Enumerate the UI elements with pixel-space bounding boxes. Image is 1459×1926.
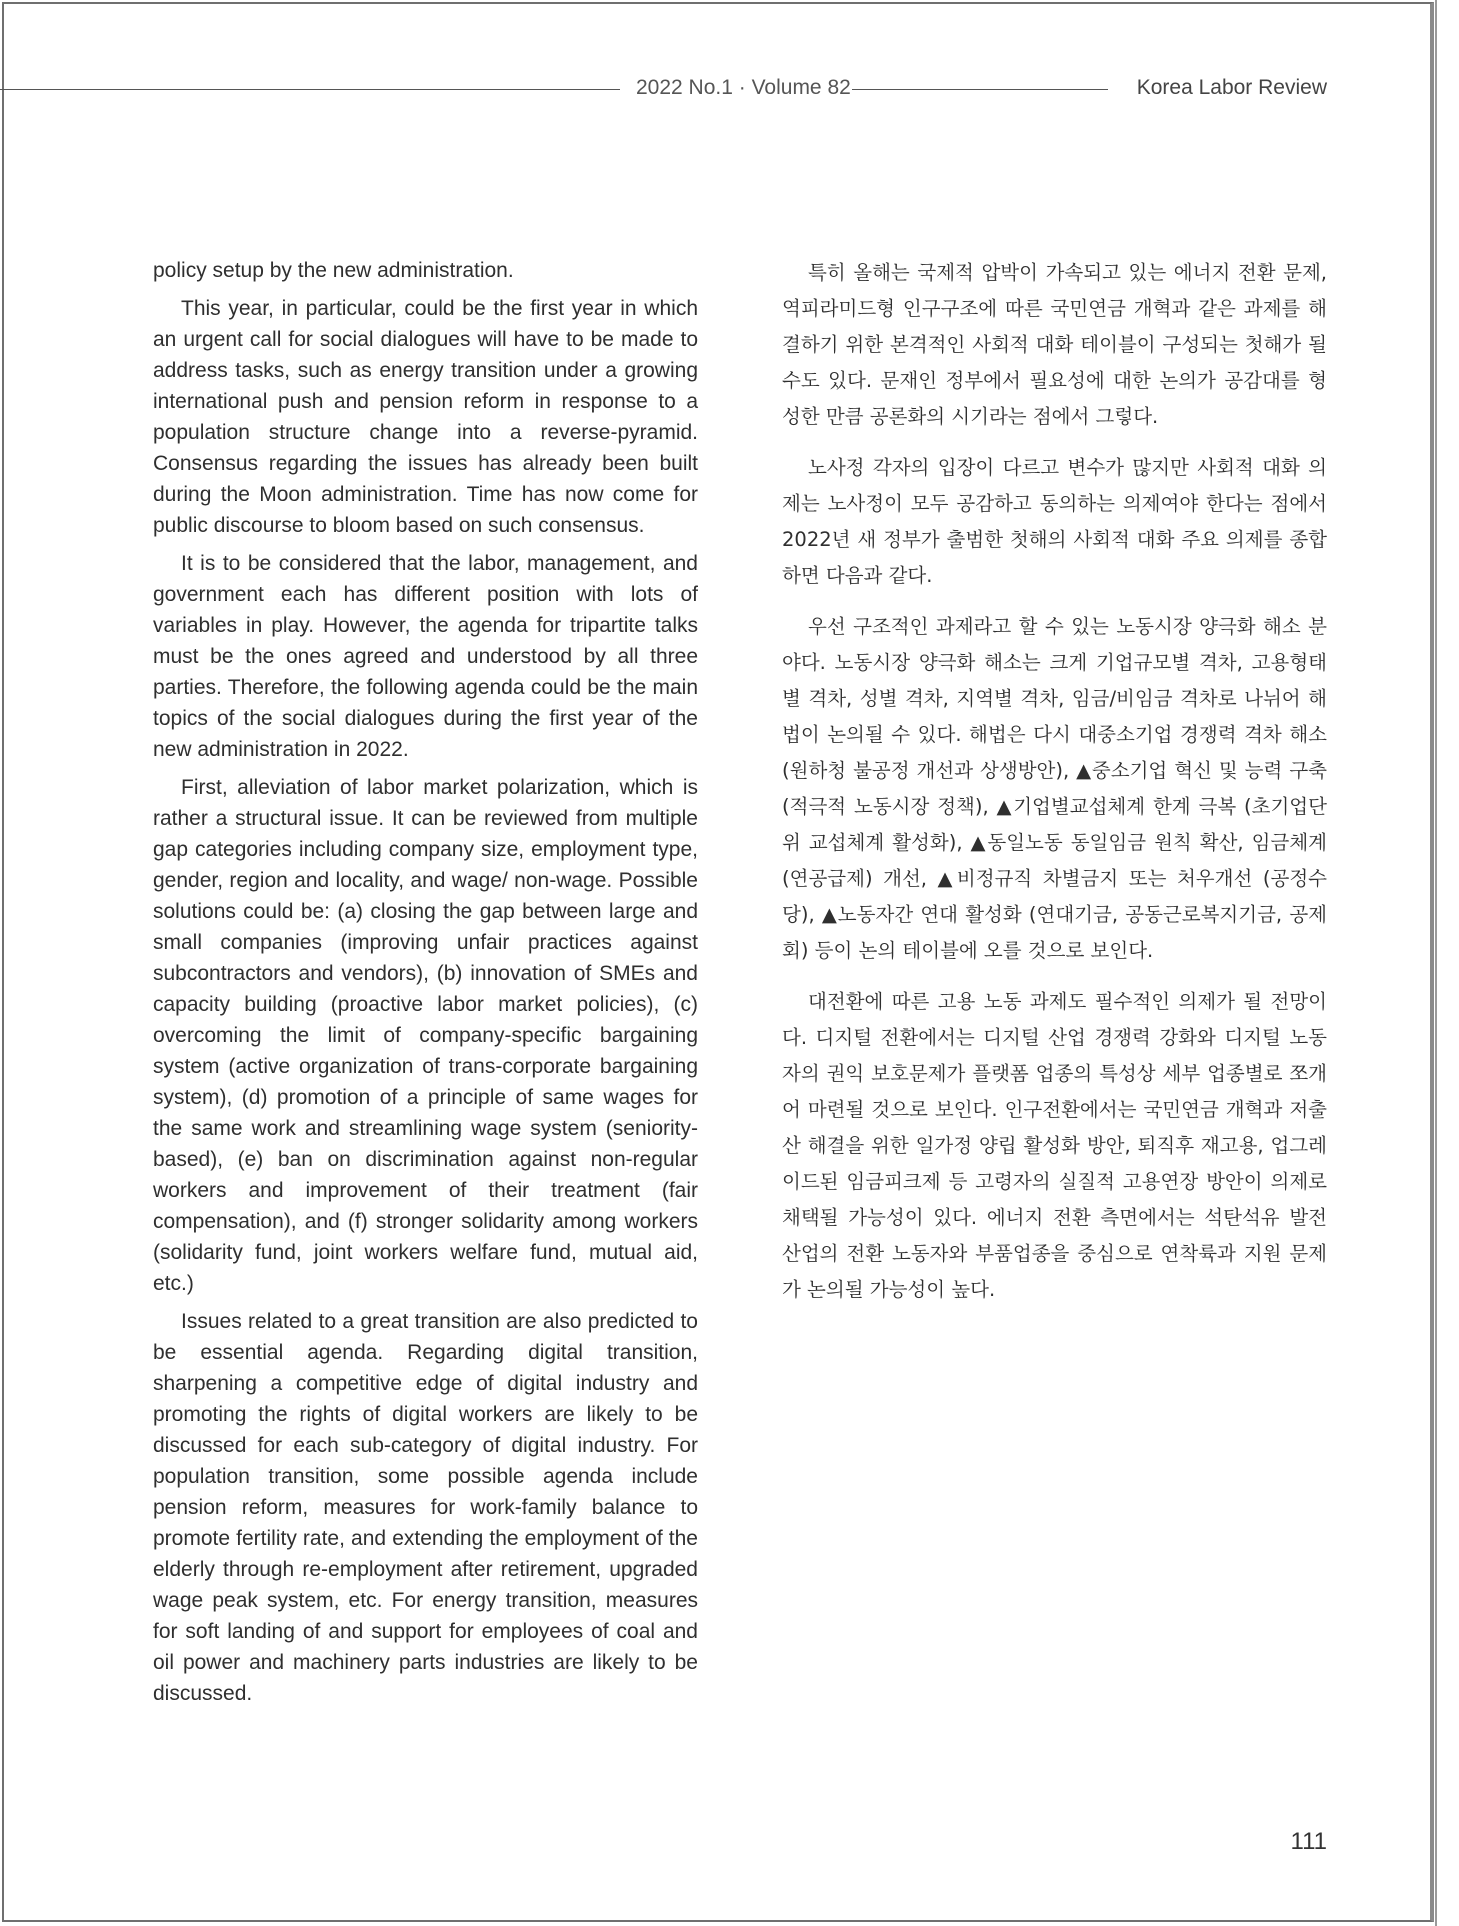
page-number: 111 [1290,1828,1327,1855]
english-paragraph: First, alleviation of labor market polarization, which is rather a structural issue. It can be reviewed from multiple gap categories including company size, employment type, gender, region and locality, and wage/ non-wage. Possible solutions could be: (a) closing the gap between large and small companies (improving unfair practices against subcontractors and vendors), (b) innovation of SMEs and capacity building (proactive labor market policies), (c) overcoming the limit of company-specific bargaining system (active organization of trans-corporate bargaining system), (d) promotion of a principle of same wages for the same work and streamlining wage system (seniority-based), (e) ban on discrimination against non-regular workers and improvement of their treatment (fair compensation), and (f) stronger solidarity among workers (solidarity fund, joint workers welfare fund, mutual aid, etc.) [153,776,698,1295]
korean-column [782,255,1327,1323]
header-rule-middle [852,89,1108,90]
issue-label: 2022 No.1 · Volume 82 [636,76,851,99]
korean-paragraph: 대전환에 따른 고용 노동 과제도 필수적인 의제가 될 전망이다. 디지털 전환에서는 디지털 산업 경쟁력 강화와 디지털 노동자의 권익 보호문제가 플랫폼 업종의 특성상 세부 업종별로 쪼개어 마련될 것으로 보인다. 인구전환에서는 국민연금 개혁과 저출산 해결을 위한 일가정 양립 활성화 방안, 퇴직후 재고용, 업그레이드된 임금피크제 등 고령자의 실질적 고용연장 방안이 의제로 채택될 가능성이 있다. 에너지 전환 측면에서는 석탄석유 발전 산업의 전환 노동자와 부품업종을 중심으로 연착륙과 지원 문제가 논의될 가능성이 높다. [782,990,1327,1301]
english-paragraph: It is to be considered that the labor, management, and government each has different position with lots of variables in play. However, the agenda for tripartite talks must be the ones agreed and understood by all three parties. Therefore, the following agenda could be the main topics of the social dialogues during the first year of the new administration in 2022. [153,552,698,761]
journal-title: Korea Labor Review [1136,76,1327,99]
korean-paragraph: 특히 올해는 국제적 압박이 가속되고 있는 에너지 전환 문제, 역피라미드형 인구구조에 따른 국민연금 개혁과 같은 과제를 해결하기 위한 본격적인 사회적 대화 테이블이 구성되는 첫해가 될 수도 있다. 문재인 정부에서 필요성에 대한 논의가 공감대를 형성한 만큼 공론화의 시기라는 점에서 그렇다. [782,261,1327,428]
header-rule-left [0,89,620,90]
page-edge [1435,0,1459,1926]
korean-paragraph: 노사정 각자의 입장이 다르고 변수가 많지만 사회적 대화 의제는 노사정이 모두 공감하고 동의하는 의제여야 한다는 점에서 2022년 새 정부가 출범한 첫해의 사회적 대화 주요 의제를 종합하면 다음과 같다. [782,456,1327,587]
running-header [0,72,1327,106]
korean-paragraph: 우선 구조적인 과제라고 할 수 있는 노동시장 양극화 해소 분야다. 노동시장 양극화 해소는 크게 기업규모별 격차, 고용형태별 격차, 성별 격차, 지역별 격차, 임금/비임금 격차로 나뉘어 해법이 논의될 수 있다. 해법은 다시 대중소기업 경쟁력 격차 해소 (원하청 불공정 개선과 상생방안), ▲중소기업 혁신 및 능력 구축 (적극적 노동시장 정책), ▲기업별교섭체계 한계 극복 (초기업단위 교섭체계 활성화), ▲동일노동 동일임금 원칙 확산, 임금체계(연공급제) 개선, ▲비정규직 차별금지 또는 처우개선 (공정수당), ▲노동자간 연대 활성화 (연대기금, 공동근로복지기금, 공제회) 등이 논의 테이블에 오를 것으로 보인다. [782,615,1327,962]
english-paragraph: Issues related to a great transition are also predicted to be essential agenda. Regarding digital transition, sharpening a competitive edge of digital industry and promoting the rights of digital workers are likely to be discussed for each sub-category of digital industry. For population transition, some possible agenda include pension reform, measures for work-family balance to promote fertility rate, and extending the employment of the elderly through re-employment after retirement, upgraded wage peak system, etc. For energy transition, measures for soft landing of and support for employees of coal and oil power and machinery parts industries are likely to be discussed. [153,1310,698,1705]
english-paragraph: policy setup by the new administration. [153,259,514,282]
english-column [153,255,698,1716]
english-paragraph: This year, in particular, could be the first year in which an urgent call for social dialogues will have to be made to address tasks, such as energy transition under a growing international push and pension reform in response to a population structure change into a reverse-pyramid. Consensus regarding the issues has already been built during the Moon administration. Time has now come for public discourse to bloom based on such consensus. [153,297,698,537]
